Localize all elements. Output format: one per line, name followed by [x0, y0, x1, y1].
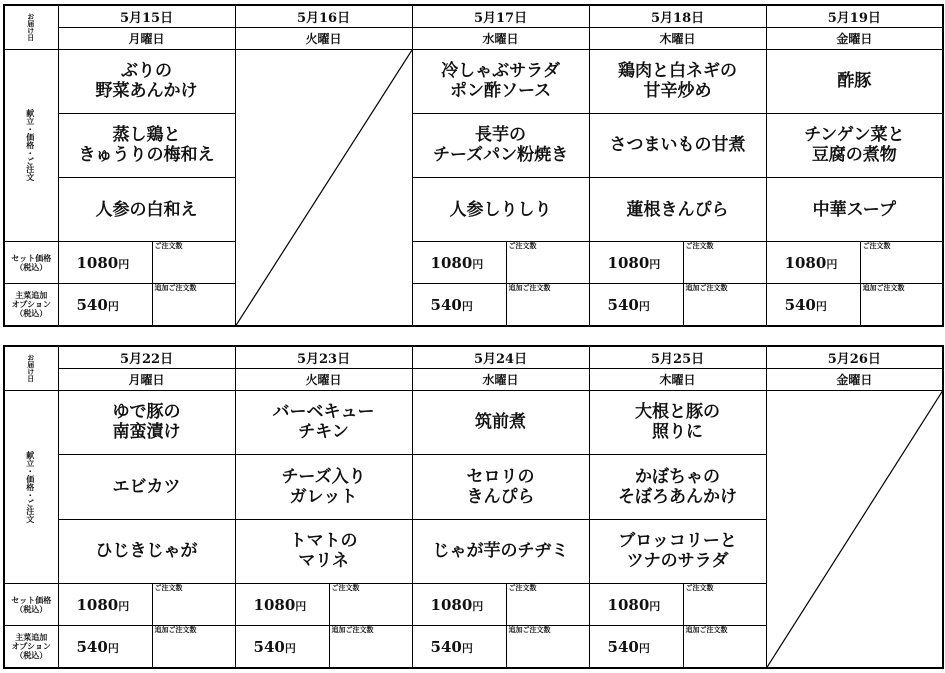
dish-cell	[589, 49, 766, 113]
set-price: 1080円	[412, 583, 506, 625]
weekday-header: 木曜日	[589, 27, 766, 49]
dish-cell	[58, 113, 235, 177]
date-header: 5月18日	[589, 5, 766, 27]
delivery-day-label: お届け日	[4, 5, 58, 49]
dish-cell	[589, 178, 766, 242]
dish-cell	[412, 178, 589, 242]
dish-name: セロリの きんぴら	[466, 466, 535, 507]
date-header: 5月15日	[58, 5, 235, 27]
dish-cell	[589, 519, 766, 583]
dish-cell	[766, 113, 943, 177]
diagonal-slash-icon	[767, 391, 943, 667]
menu-price-order-label: 献立・価格・ご注文	[4, 390, 58, 583]
dish-cell	[412, 390, 589, 454]
dish-name: 人参しりしり	[449, 199, 552, 220]
date-header: 5月24日	[412, 346, 589, 368]
weekday-header: 金曜日	[766, 368, 943, 390]
order-count-label: ご注文数	[685, 241, 714, 251]
set-price-label: セット価格 （税込）	[4, 583, 58, 625]
dish-name: ぶりの 野菜あんかけ	[95, 61, 198, 102]
add-order-count-label: 追加ご注文数	[685, 283, 728, 293]
dish-name: ひじきじゃが	[95, 541, 198, 562]
delivery-day-label: お届け日	[4, 346, 58, 390]
add-order-count-field[interactable]	[506, 626, 589, 668]
option-price: 540円	[58, 284, 152, 326]
order-count-label: ご注文数	[508, 582, 537, 592]
order-count-label: ご注文数	[154, 241, 183, 251]
set-price: 1080円	[58, 583, 152, 625]
option-price: 540円	[58, 626, 152, 668]
dish-cell	[235, 390, 412, 454]
date-header: 5月26日	[766, 346, 943, 368]
set-price-label: セット価格 （税込）	[4, 242, 58, 284]
dish-cell	[58, 49, 235, 113]
order-count-field[interactable]	[683, 242, 766, 284]
add-order-count-field[interactable]	[683, 626, 766, 668]
set-price: 1080円	[766, 242, 860, 284]
set-price: 1080円	[589, 583, 683, 625]
order-count-field[interactable]	[506, 583, 589, 625]
dish-name: トマトの マリネ	[289, 531, 358, 572]
dish-cell	[589, 113, 766, 177]
dish-name: バーベキュー チキン	[272, 402, 375, 443]
dish-name: かぼちゃの そぼろあんかけ	[618, 466, 738, 507]
add-order-count-field[interactable]	[860, 284, 943, 326]
date-header: 5月25日	[589, 346, 766, 368]
dish-name: 冷しゃぶサラダ ポン酢ソース	[441, 61, 560, 102]
option-price: 540円	[412, 626, 506, 668]
option-price-label: 主菜追加 オプション （税込）	[4, 626, 58, 668]
add-order-count-label: 追加ご注文数	[154, 283, 197, 293]
weekday-header: 水曜日	[412, 27, 589, 49]
dish-name: さつまいもの甘煮	[609, 135, 746, 156]
add-order-count-label: 追加ご注文数	[862, 283, 905, 293]
dish-name: 長芋の チーズパン粉焼き	[432, 125, 569, 166]
set-price: 1080円	[589, 242, 683, 284]
date-header: 5月22日	[58, 346, 235, 368]
add-order-count-label: 追加ご注文数	[154, 625, 197, 635]
dish-cell	[412, 113, 589, 177]
dish-name: エビカツ	[112, 476, 181, 497]
date-header: 5月19日	[766, 5, 943, 27]
order-count-field[interactable]	[683, 583, 766, 625]
diagonal-slash-icon	[236, 50, 412, 325]
dish-cell	[58, 519, 235, 583]
add-order-count-label: 追加ご注文数	[331, 625, 374, 635]
no-delivery-cell	[235, 49, 412, 326]
add-order-count-label: 追加ご注文数	[685, 625, 728, 635]
week-2-menu-table	[3, 345, 943, 669]
dish-cell	[412, 49, 589, 113]
option-price-label: 主菜追加 オプション （税込）	[4, 284, 58, 326]
dish-name: ゆで豚の 南蛮漬け	[112, 402, 181, 443]
add-order-count-label: 追加ご注文数	[508, 283, 551, 293]
add-order-count-field[interactable]	[152, 626, 235, 668]
order-count-label: ご注文数	[685, 582, 714, 592]
dish-name: 筑前煮	[475, 412, 527, 433]
order-count-label: ご注文数	[508, 241, 537, 251]
order-count-field[interactable]	[506, 242, 589, 284]
option-price: 540円	[235, 626, 329, 668]
dish-cell	[235, 519, 412, 583]
weekday-header: 水曜日	[412, 368, 589, 390]
order-count-field[interactable]	[152, 242, 235, 284]
dish-name: チンゲン菜と 豆腐の煮物	[804, 125, 905, 166]
no-delivery-cell	[766, 390, 943, 668]
option-price: 540円	[589, 626, 683, 668]
order-count-field[interactable]	[860, 242, 943, 284]
dish-name: 鶏肉と白ネギの 甘辛炒め	[618, 61, 738, 102]
weekday-header: 金曜日	[766, 27, 943, 49]
dish-cell	[766, 49, 943, 113]
date-header: 5月16日	[235, 5, 412, 27]
add-order-count-field[interactable]	[152, 284, 235, 326]
dish-cell	[412, 519, 589, 583]
option-price: 540円	[412, 284, 506, 326]
weekday-header: 月曜日	[58, 368, 235, 390]
dish-cell	[412, 455, 589, 519]
dish-cell	[766, 178, 943, 242]
order-count-field[interactable]	[152, 583, 235, 625]
option-price: 540円	[766, 284, 860, 326]
weekday-header: 火曜日	[235, 27, 412, 49]
order-count-label: ご注文数	[154, 582, 183, 592]
dish-cell	[235, 455, 412, 519]
menu-table	[3, 4, 944, 327]
menu-table	[3, 345, 944, 669]
add-order-count-field[interactable]	[506, 284, 589, 326]
weekday-header: 月曜日	[58, 27, 235, 49]
dish-cell	[58, 390, 235, 454]
dish-cell	[58, 455, 235, 519]
dish-name: ブロッコリーと ツナのサラダ	[618, 531, 737, 572]
dish-name: 蒸し鶏と きゅうりの梅和え	[78, 125, 215, 166]
date-header: 5月17日	[412, 5, 589, 27]
order-count-label: ご注文数	[862, 241, 891, 251]
dish-name: 蓮根きんぴら	[626, 199, 729, 220]
add-order-count-field[interactable]	[329, 626, 412, 668]
dish-cell	[589, 390, 766, 454]
add-order-count-field[interactable]	[683, 284, 766, 326]
dish-name: チーズ入り ガレット	[281, 466, 366, 507]
add-order-count-label: 追加ご注文数	[508, 625, 551, 635]
option-price: 540円	[589, 284, 683, 326]
dish-name: 酢豚	[837, 71, 872, 92]
weekday-header: 木曜日	[589, 368, 766, 390]
week-1-menu-table	[3, 4, 943, 327]
dish-cell	[58, 178, 235, 242]
menu-price-order-label: 献立・価格・ご注文	[4, 49, 58, 242]
set-price: 1080円	[58, 242, 152, 284]
order-count-field[interactable]	[329, 583, 412, 625]
weekday-header: 火曜日	[235, 368, 412, 390]
dish-name: じゃが芋のチヂミ	[432, 541, 569, 562]
date-header: 5月23日	[235, 346, 412, 368]
dish-name: 大根と豚の 照りに	[635, 402, 721, 443]
dish-name: 人参の白和え	[95, 199, 198, 220]
dish-name: 中華スープ	[812, 199, 896, 220]
order-count-label: ご注文数	[331, 582, 360, 592]
dish-cell	[589, 455, 766, 519]
set-price: 1080円	[235, 583, 329, 625]
set-price: 1080円	[412, 242, 506, 284]
